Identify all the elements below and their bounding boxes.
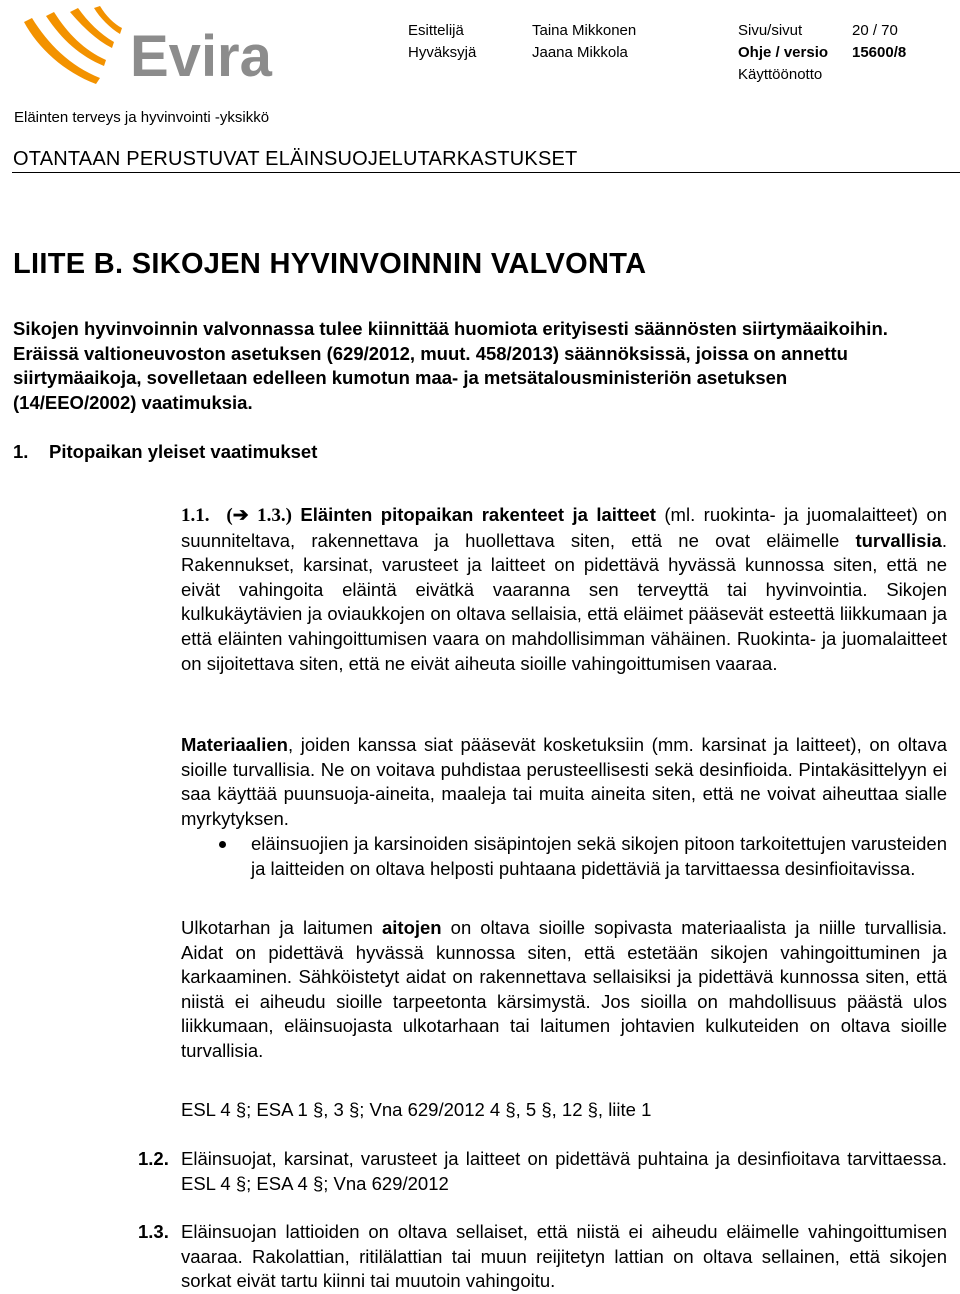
approver-name: Jaana Mikkola	[532, 44, 628, 61]
evira-logo	[18, 4, 278, 86]
item-keyword: turvallisia	[855, 529, 942, 551]
fences-keyword: aitojen	[381, 917, 442, 938]
item-1-2-number: 1.2.	[138, 1148, 169, 1169]
materials-keyword: Materiaalien	[181, 734, 288, 755]
materials-paragraph	[181, 733, 947, 831]
bullet-text: eläinsuojien ja karsinoiden sisäpintojen sekä sikojen pitoon tarkoitettujen varusteiden ja laitteiden on oltava helposti puhtaana pidettäviä ja tarvittaessa desinfioitavissa.	[251, 833, 947, 879]
appendix-title: LIITE B. SIKOJEN HYVINVOINNIN VALVONTA	[13, 248, 647, 280]
presenter-label: Esittelijä	[408, 22, 464, 39]
organization-unit: Eläinten terveys ja hyvinvointi -yksikkö	[14, 109, 270, 126]
pages-label: Sivu/sivut	[738, 22, 803, 39]
item-1-3-number: 1.3.	[138, 1221, 169, 1242]
references-1-1: ESL 4 §; ESA 1 §, 3 §; Vna 629/2012 4 §, 5 §, 12 §, liite 1	[181, 1099, 652, 1120]
presenter-name: Taina Mikkonen	[532, 22, 637, 39]
version-label: Ohje / versio	[738, 44, 829, 61]
fences-paragraph	[181, 916, 947, 1064]
section-number: 1.	[13, 441, 29, 462]
fences-text: Ulkotarhan ja laitumen	[181, 917, 382, 938]
logo-wordmark: Evira	[130, 24, 272, 86]
header-divider	[12, 172, 960, 173]
document-status: Käyttöönotto	[738, 66, 823, 83]
item-text: (ml. ruokinta- ja juomalaitteet) on suunniteltava, rakennettava ja huollettava siten, että ne ovat eläimelle	[181, 504, 948, 551]
cross-reference: 1.3.)	[257, 505, 292, 526]
intro-paragraph: Sikojen hyvinvoinnin valvonnassa tulee kiinnittää huomiota erityisesti säännösten siirtymäaikoihin. Eräissä valtioneuvoston asetuksen (629/2012, muut. 458/2013) säännöksissä, joissa on annettu siirtymäaikoja, sovelletaan edelleen kumotun maa- ja metsätalousministeriön asetuksen (14/EEO/2002) vaatimuksia.	[13, 318, 888, 413]
fences-text-continued: on oltava sioille sopivasta materiaalista ja niille turvallisia. Aidat on pidettävä hyvässä kunnossa siten, että estetään sikojen vahingoittuminen ja karkaaminen. Sähköistetyt aidat on rakennettava sellaisiksi ja pidettävä kunnossa siten, että niistä ei aiheudu sioille tarpeetonta kärsimystä. Jos sioilla on mahdollisuus päästä ulos liikkumaan, eläinsuojasta ulkotarhaan tai laitumen johtavien kulkuteiden on oltava sioille turvallisia.	[181, 917, 947, 1061]
section-heading	[13, 441, 317, 463]
document-title: OTANTAAN PERUSTUVAT ELÄINSUOJELUTARKASTUKSET	[13, 148, 578, 170]
section-title: Pitopaikan yleiset vaatimukset	[49, 441, 318, 462]
item-1-2-text: Eläinsuojat, karsinat, varusteet ja laitteet on pidettävä puhtaina ja desinfioitava tarvittaessa. ESL 4 §; ESA 4 §; Vna 629/2012	[181, 1148, 947, 1194]
item-number: 1.1.	[181, 505, 210, 526]
item-heading: Eläinten pitopaikan rakenteet ja laitteet	[300, 504, 656, 525]
pages-value: 20 / 70	[852, 22, 898, 39]
logo-mark	[24, 6, 122, 84]
version-value: 15600/8	[852, 44, 907, 61]
materials-text: , joiden kanssa siat pääsevät kosketuksiin (mm. karsinat ja laitteet), on oltava sioille turvallisia. Ne on voitava puhdistaa perusteellisesti sekä desinfioida. Pintakäsittelyyn ei saa käyttää puunsuoja-aineita, maaleja tai muita aineita siten, että ne voivat aiheuttaa sialle myrkytyksen.	[181, 734, 947, 829]
approver-label: Hyväksyjä	[408, 44, 477, 61]
item-1-3-text: Eläinsuojan lattioiden on oltava sellaiset, että niistä ei aiheudu eläimelle vahingoittumisen vaaraa. Rakolattian, ritilälattian tai muun reijitetyn lattian on oltava sellainen, että sikojen sorkat eivät tartu kiinni tai muutoin vahingoitu.	[181, 1221, 947, 1292]
item-1-1	[181, 503, 947, 676]
item-text-continued: . Rakennukset, karsinat, varusteet ja laitteet on pidettävä hyvässä kunnossa siten, että ne eivät vahingoita eläintä eivätkä vaaranna sen terveyttä tai hyvinvointia. Sikojen kulkukäytävien ja oviaukkojen on oltava sellaisia, että eläimet pääsevät esteettä liikkumaan ja että eläinten vahingoittumisen vaara on mahdollisimman vähäinen. Ruokinta- ja juomalaitteet on sijoitettava siten, että ne eivät aiheuta sioille vahingoittumisen vaaraa.	[181, 529, 947, 674]
bullet-icon	[219, 841, 226, 848]
arrow-reference: (➔	[226, 505, 249, 526]
